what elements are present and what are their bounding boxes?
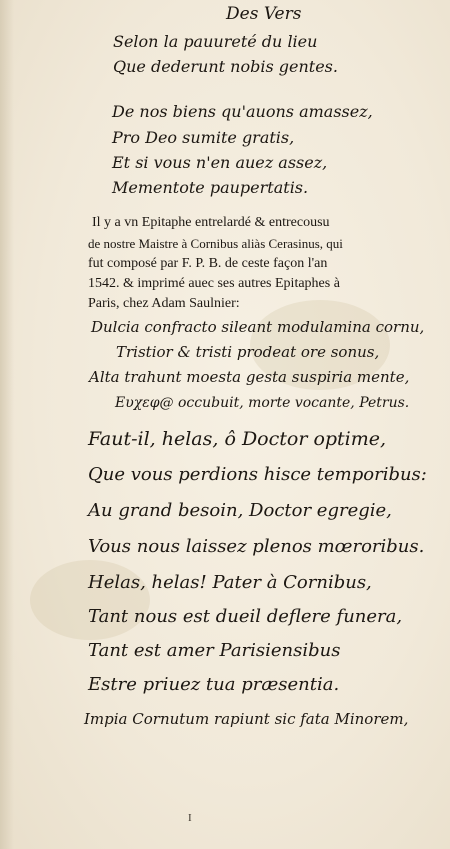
verse-line: Mementote paupertatis. — [112, 178, 309, 197]
verse-line: Impia Cornutum rapiunt sic fata Minorem, — [84, 710, 409, 728]
verse-line: Que dederunt nobis gentes. — [113, 57, 338, 76]
signature-mark: I — [188, 812, 192, 824]
verse-line: Eυχεφ@ occubuit, morte vocante, Petrus. — [115, 395, 410, 411]
prose-line: de nostre Maistre à Cornibus aliàs Cerasinus, qui — [88, 236, 343, 251]
verse-line: Vous nous laissez plenos mœroribus. — [88, 536, 425, 557]
verse-line: De nos biens qu'auons amassez, — [112, 102, 373, 121]
prose-line: Il y a vn Epitaphe entrelardé & entrecousu — [92, 215, 330, 230]
verse-line: Estre priuez tua præsentia. — [88, 674, 340, 695]
verse-line: Tant nous est dueil deflere funera, — [88, 606, 403, 627]
verse-line: Selon la pauureté du lieu — [113, 32, 318, 51]
verse-line: Et si vous n'en auez assez, — [112, 153, 328, 172]
verse-line: Tant est amer Parisiensibus — [88, 640, 341, 661]
prose-line: Paris, chez Adam Saulnier: — [88, 296, 240, 311]
prose-line: 1542. & imprimé auec ses autres Epitaphes à — [88, 276, 340, 291]
page-gutter-shadow — [0, 0, 14, 849]
running-head: Des Vers — [226, 4, 302, 24]
verse-line: Helas, helas! Pater à Cornibus, — [88, 572, 372, 593]
verse-line: Tristior & tristi prodeat ore sonus, — [116, 343, 380, 361]
verse-line: Pro Deo sumite gratis, — [112, 128, 295, 147]
verse-line: Alta trahunt moesta gesta suspiria mente, — [89, 368, 410, 386]
prose-line: fut composé par F. P. B. de ceste façon l'an — [88, 256, 328, 271]
verse-line: Dulcia confracto sileant modulamina cornu, — [91, 318, 425, 336]
verse-line: Au grand besoin, Doctor egregie, — [88, 500, 392, 521]
verse-line: Que vous perdions hisce temporibus: — [88, 464, 427, 485]
verse-line: Faut-il, helas, ô Doctor optime, — [88, 428, 387, 450]
